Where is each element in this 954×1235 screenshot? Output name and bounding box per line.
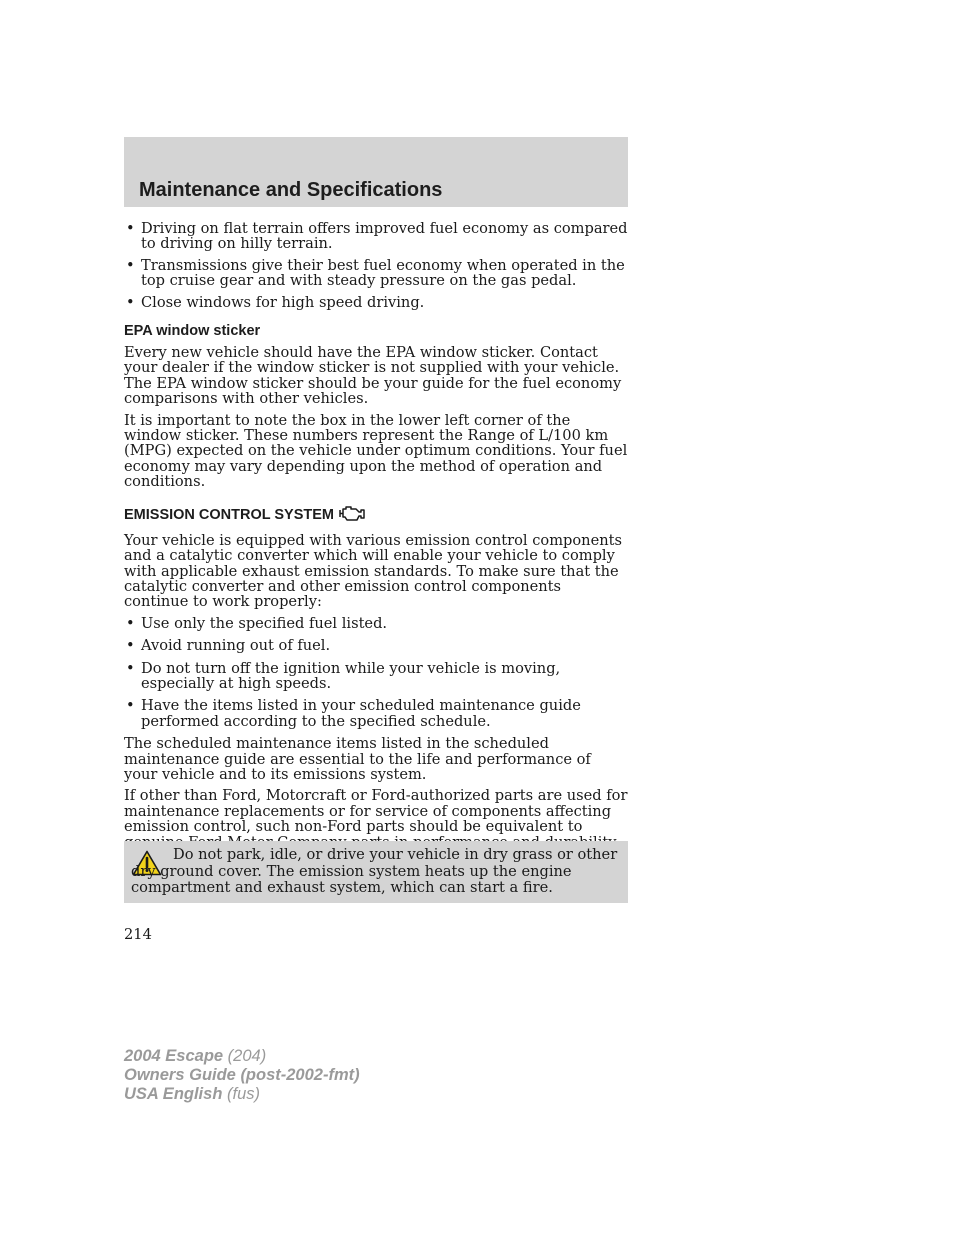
emission-intro: Your vehicle is equipped with various emission control components and a catalytic converter which will enable your vehicle to comply with applicable exhaust emission standards. To make sure that the catalytic converter and other emission control components continue to work properly: [124, 531, 622, 611]
footer-line: 2004 Escape (204) [124, 1047, 267, 1065]
list-item: • Do not turn off the ignition while your vehicle is moving, especially at high speeds. [124, 661, 628, 692]
list-item: • Transmissions give their best fuel economy when operated in the top cruise gear and with steady pressure on the gas pedal. [124, 258, 628, 289]
list-item: • Close windows for high speed driving. [124, 295, 628, 310]
list-item: • Have the items listed in your scheduled maintenance guide performed according to the specified schedule. [124, 698, 628, 729]
list-item: • Driving on flat terrain offers improved fuel economy as compared to driving on hilly terrain. [124, 221, 628, 252]
document-footer [124, 1047, 360, 1104]
section-title: Maintenance and Specifications [139, 179, 443, 201]
epa-heading: EPA window sticker [124, 323, 261, 340]
list-item: • Use only the specified fuel listed. [124, 616, 628, 631]
epa-paragraph: It is important to note the box in the lower left corner of the window sticker. These numbers represent the Range of L/100 km (MPG) expected on the vehicle under optimum conditions. Your fuel economy may vary depending upon the method of operation and conditions. [124, 411, 628, 491]
footer-line: USA English (fus) [124, 1085, 260, 1103]
warning-box [124, 841, 628, 903]
emission-paragraph: The scheduled maintenance items listed in the scheduled maintenance guide are essential to the life and performance of your vehicle and to its emissions system. [124, 735, 591, 783]
page-number: 214 [124, 926, 152, 943]
emission-heading: EMISSION CONTROL SYSTEM [124, 506, 335, 523]
epa-paragraph: Every new vehicle should have the EPA window sticker. Contact your dealer if the window sticker is not supplied with your vehicle. The EPA window sticker should be your guide for the fuel economy comparisons with other vehicles. [124, 344, 622, 408]
emission-heading-row [124, 503, 628, 528]
footer-line: Owners Guide (post-2002-fmt) [124, 1066, 360, 1084]
engine-icon [337, 503, 367, 528]
emission-paragraph: If other than Ford, Motorcraft or Ford-authorized parts are used for maintenance replacements or for service of components affecting emission control, such non-Ford parts should be equivalent to [124, 787, 628, 836]
main-content [124, 221, 628, 856]
emission-tips-list [124, 616, 628, 729]
warning-text: Do not park, idle, or drive your vehicle in dry grass or other dry ground cover. The emission system heats up the engine compartment and exhaust system, which can start a fire. [131, 846, 618, 896]
section-header-band [124, 137, 628, 207]
fuel-economy-tips-list [124, 221, 628, 310]
list-item: • Avoid running out of fuel. [124, 638, 628, 653]
